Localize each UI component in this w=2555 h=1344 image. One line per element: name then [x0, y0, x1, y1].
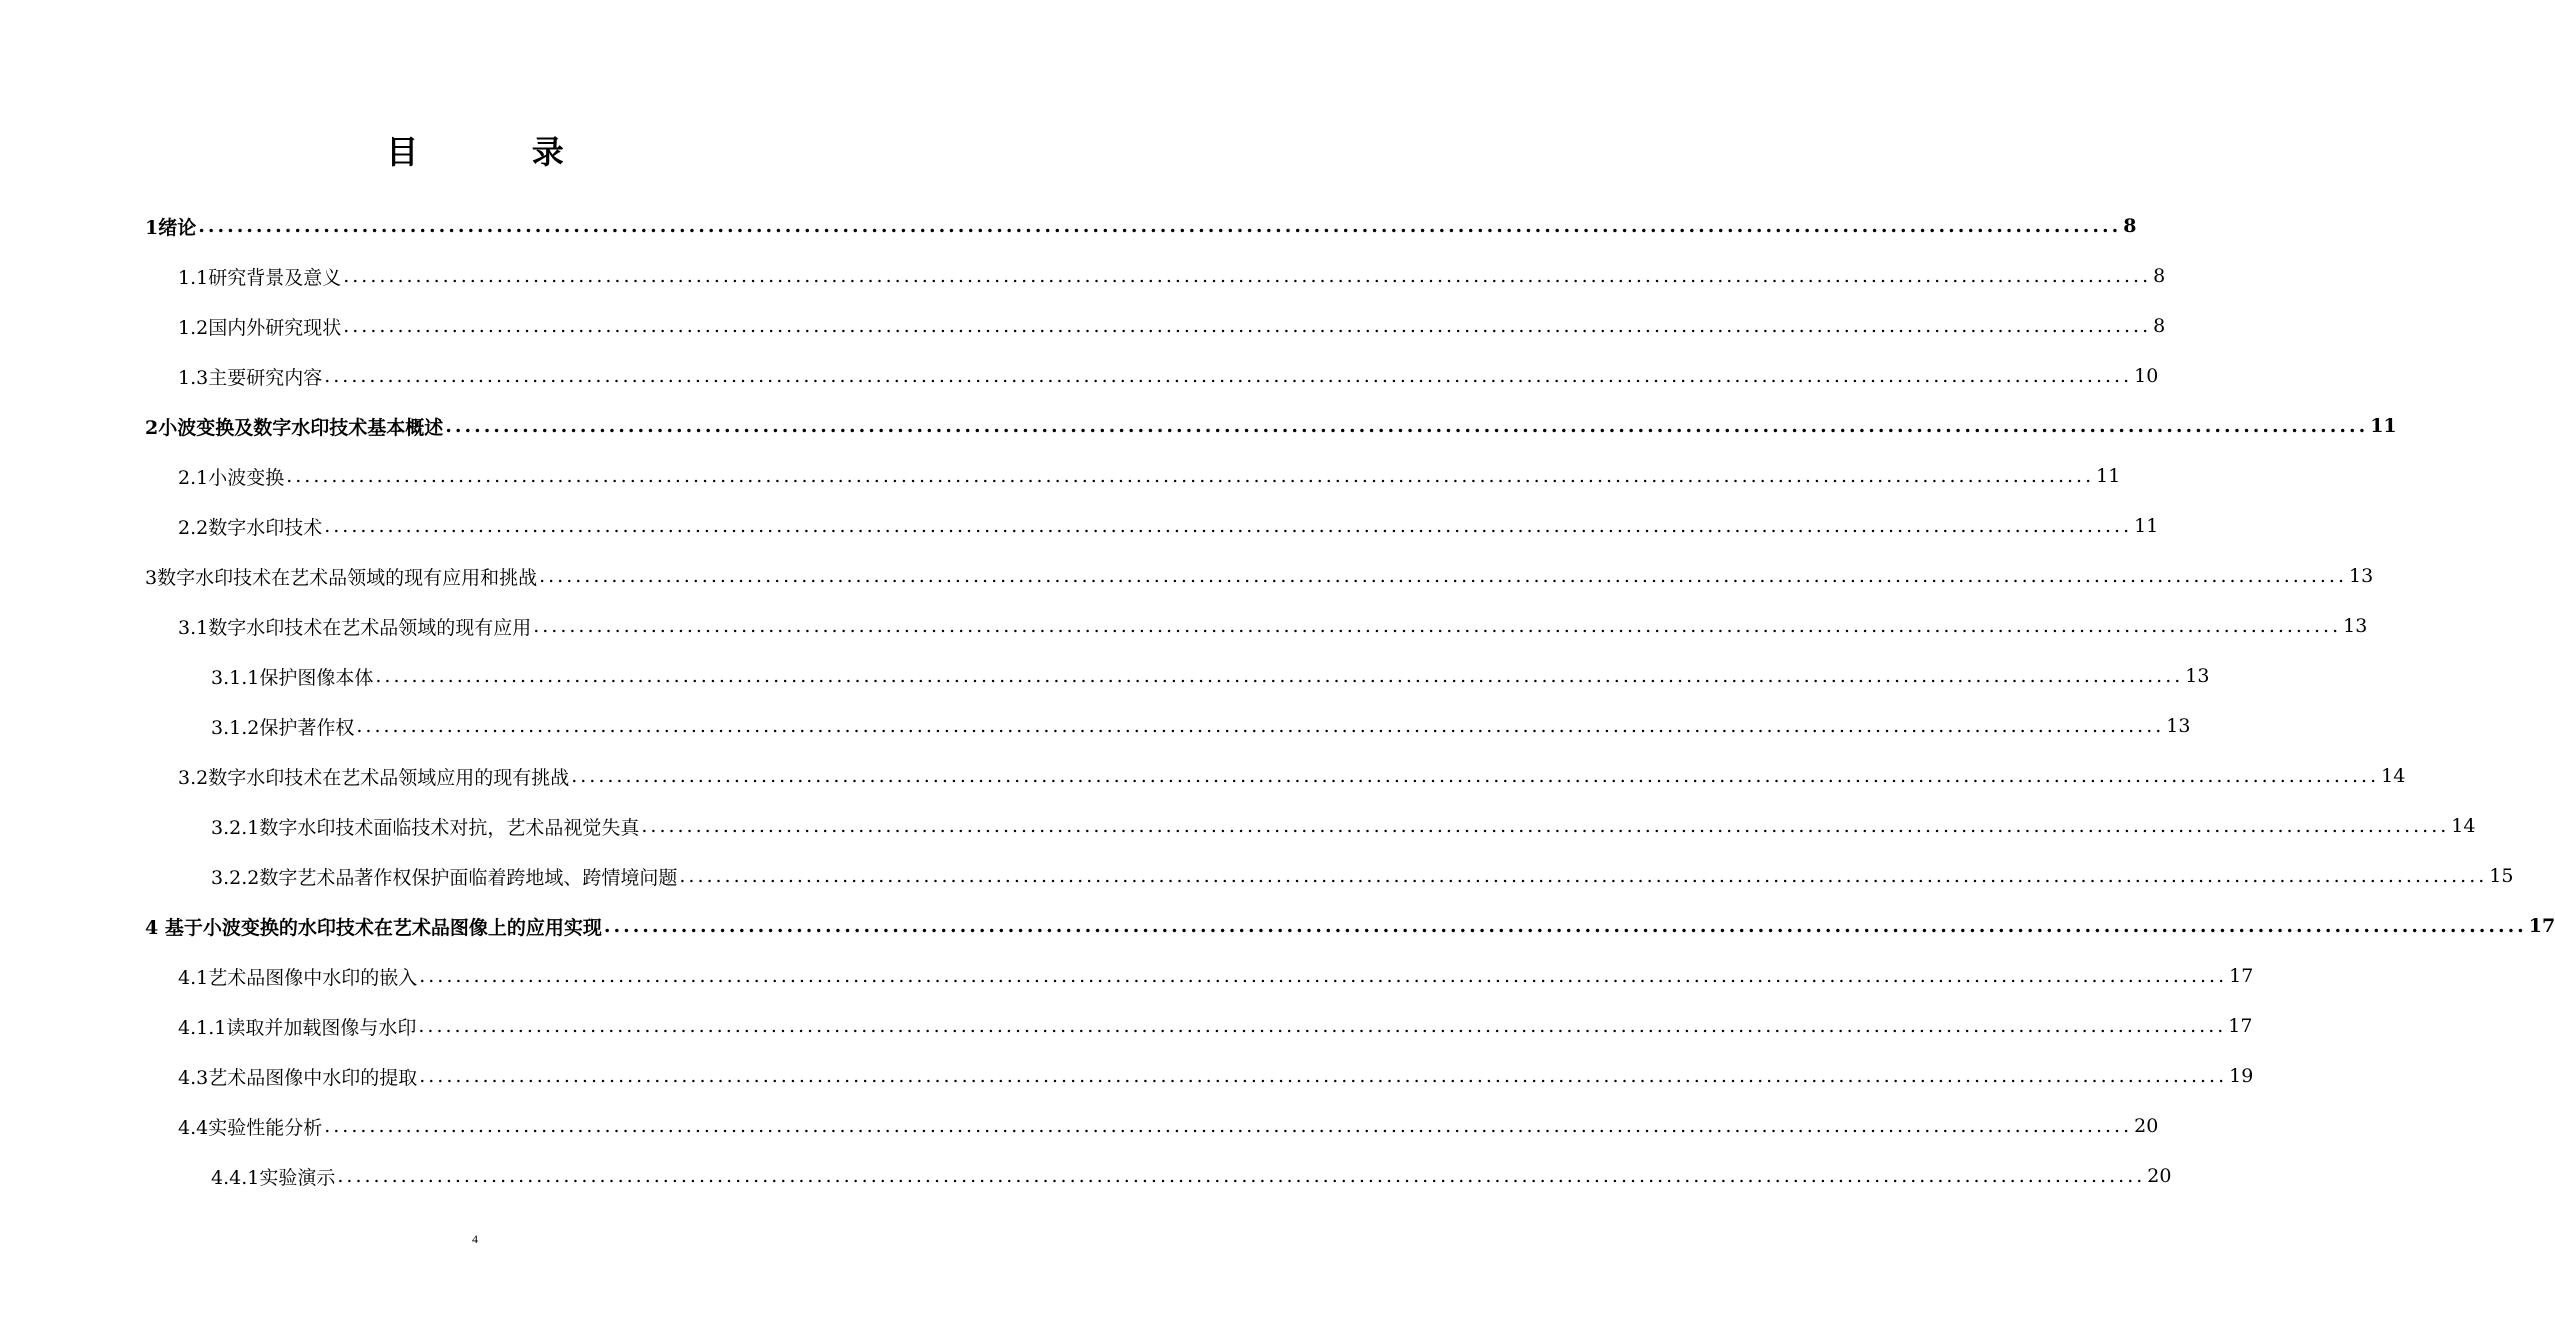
toc-entry[interactable]: [145, 901, 2555, 951]
toc-leader-dots: ........................................................................................................................................................................................................: [343, 265, 2152, 287]
toc-entry-page: 13: [2166, 715, 2191, 737]
toc-leader-dots: ........................................................................................................................................................................................................: [533, 615, 2342, 637]
toc-leader-dots: ........................................................................................................................................................................................................: [603, 915, 2527, 937]
toc-entry[interactable]: [211, 701, 2191, 751]
toc-leader-dots: ........................................................................................................................................................................................................: [198, 215, 2122, 237]
toc-entry-page: 11: [2134, 515, 2159, 537]
toc-leader-dots: ........................................................................................................................................................................................................: [419, 1065, 2228, 1087]
toc-entry-page: 13: [2185, 665, 2210, 687]
toc-leader-dots: ........................................................................................................................................................................................................: [571, 765, 2380, 787]
toc-leader-dots: ........................................................................................................................................................................................................: [337, 1165, 2146, 1187]
toc-entry-page: 17: [2229, 965, 2254, 987]
toc-entry-label: 4.4.1实验演示: [211, 1166, 336, 1189]
toc-entry-label: 2.1小波变换: [178, 466, 285, 489]
toc-leader-dots: ........................................................................................................................................................................................................: [418, 1015, 2227, 1037]
toc-entry[interactable]: [178, 251, 2166, 301]
toc-entry-label: 3.2数字水印技术在艺术品领域应用的现有挑战: [178, 766, 570, 789]
toc-entry-page: 8: [2153, 315, 2166, 337]
toc-entry[interactable]: [178, 951, 2254, 1001]
toc-entry[interactable]: [178, 1001, 2253, 1051]
toc-entry-label: 1.1研究背景及意义: [178, 266, 342, 289]
toc-entry-label: 4.1.1读取并加载图像与水印: [178, 1016, 417, 1039]
toc-entry-page: 8: [2153, 265, 2166, 287]
toc-entry-page: 13: [2343, 615, 2368, 637]
toc-entry-page: 11: [2370, 415, 2397, 437]
toc-entry-page: 14: [2451, 815, 2476, 837]
toc-entry-page: 15: [2489, 865, 2514, 887]
toc-leader-dots: ........................................................................................................................................................................................................: [343, 315, 2152, 337]
toc-entry-label: 2.2数字水印技术: [178, 516, 323, 539]
toc-title: 目 录: [386, 133, 615, 171]
toc-leader-dots: ........................................................................................................................................................................................................: [324, 1115, 2133, 1137]
toc-leader-dots: ........................................................................................................................................................................................................: [324, 365, 2133, 387]
toc-leader-dots: ........................................................................................................................................................................................................: [419, 965, 2228, 987]
toc-entry-label: 3.1.1保护图像本体: [211, 666, 374, 689]
toc-leader-dots: ........................................................................................................................................................................................................: [375, 665, 2184, 687]
toc-entry[interactable]: [178, 301, 2166, 351]
toc-entry-page: 17: [2528, 915, 2555, 937]
toc-leader-dots: ........................................................................................................................................................................................................: [539, 565, 2348, 587]
toc-entry[interactable]: [145, 551, 2374, 601]
toc-entry[interactable]: [178, 451, 2121, 501]
toc-entry-page: 8: [2123, 215, 2137, 237]
toc-leader-dots: ........................................................................................................................................................................................................: [286, 465, 2095, 487]
toc-entry[interactable]: [178, 351, 2159, 401]
toc-entry-label: 1.3主要研究内容: [178, 366, 323, 389]
toc-entry[interactable]: [145, 201, 2137, 251]
toc-entry[interactable]: [178, 501, 2159, 551]
toc-leader-dots: ........................................................................................................................................................................................................: [324, 515, 2133, 537]
toc-entry-page: 17: [2228, 1015, 2253, 1037]
toc-entry-label: 3数字水印技术在艺术品领域的现有应用和挑战: [145, 566, 538, 589]
toc-entry-label: 2小波变换及数字水印技术基本概述: [145, 416, 444, 439]
toc-leader-dots: ........................................................................................................................................................................................................: [356, 715, 2165, 737]
toc-entry-page: 20: [2147, 1165, 2172, 1187]
toc-entry-label: 1绪论: [145, 216, 197, 239]
toc-leader-dots: ........................................................................................................................................................................................................: [445, 415, 2369, 437]
toc-entry[interactable]: [178, 751, 2406, 801]
toc-entry[interactable]: [178, 1101, 2159, 1151]
toc-entry-page: 11: [2096, 465, 2121, 487]
toc-entry-label: 4.3艺术品图像中水印的提取: [178, 1066, 418, 1089]
toc-leader-dots: ........................................................................................................................................................................................................: [641, 815, 2450, 837]
toc-entry-label: 3.2.2数字艺术品著作权保护面临着跨地域、跨情境问题: [211, 866, 678, 889]
toc-entry[interactable]: [211, 1151, 2172, 1201]
toc-entry-label: 4.1艺术品图像中水印的嵌入: [178, 966, 418, 989]
toc-entry-label: 3.2.1数字水印技术面临技术对抗，艺术品视觉失真: [211, 816, 640, 839]
toc-entry-label: 4 基于小波变换的水印技术在艺术品图像上的应用实现: [145, 916, 602, 939]
toc-entry[interactable]: [178, 601, 2368, 651]
toc-entry[interactable]: [211, 651, 2210, 701]
toc-leader-dots: ........................................................................................................................................................................................................: [679, 865, 2488, 887]
toc-entry[interactable]: [211, 801, 2476, 851]
toc-entry-label: 3.1数字水印技术在艺术品领域的现有应用: [178, 616, 532, 639]
toc-entry-page: 14: [2381, 765, 2406, 787]
toc-entry-label: 1.2国内外研究现状: [178, 316, 342, 339]
toc-entry-page: 13: [2349, 565, 2374, 587]
toc-entry-label: 3.1.2保护著作权: [211, 716, 355, 739]
toc-entry[interactable]: [145, 401, 2397, 451]
page-number: 4: [472, 1232, 478, 1246]
toc-entry-page: 20: [2134, 1115, 2159, 1137]
toc-entry[interactable]: [178, 1051, 2254, 1101]
toc-entry-page: 19: [2229, 1065, 2254, 1087]
toc-entry-label: 4.4实验性能分析: [178, 1116, 323, 1139]
toc-entry[interactable]: [211, 851, 2514, 901]
toc-entry-page: 10: [2134, 365, 2159, 387]
